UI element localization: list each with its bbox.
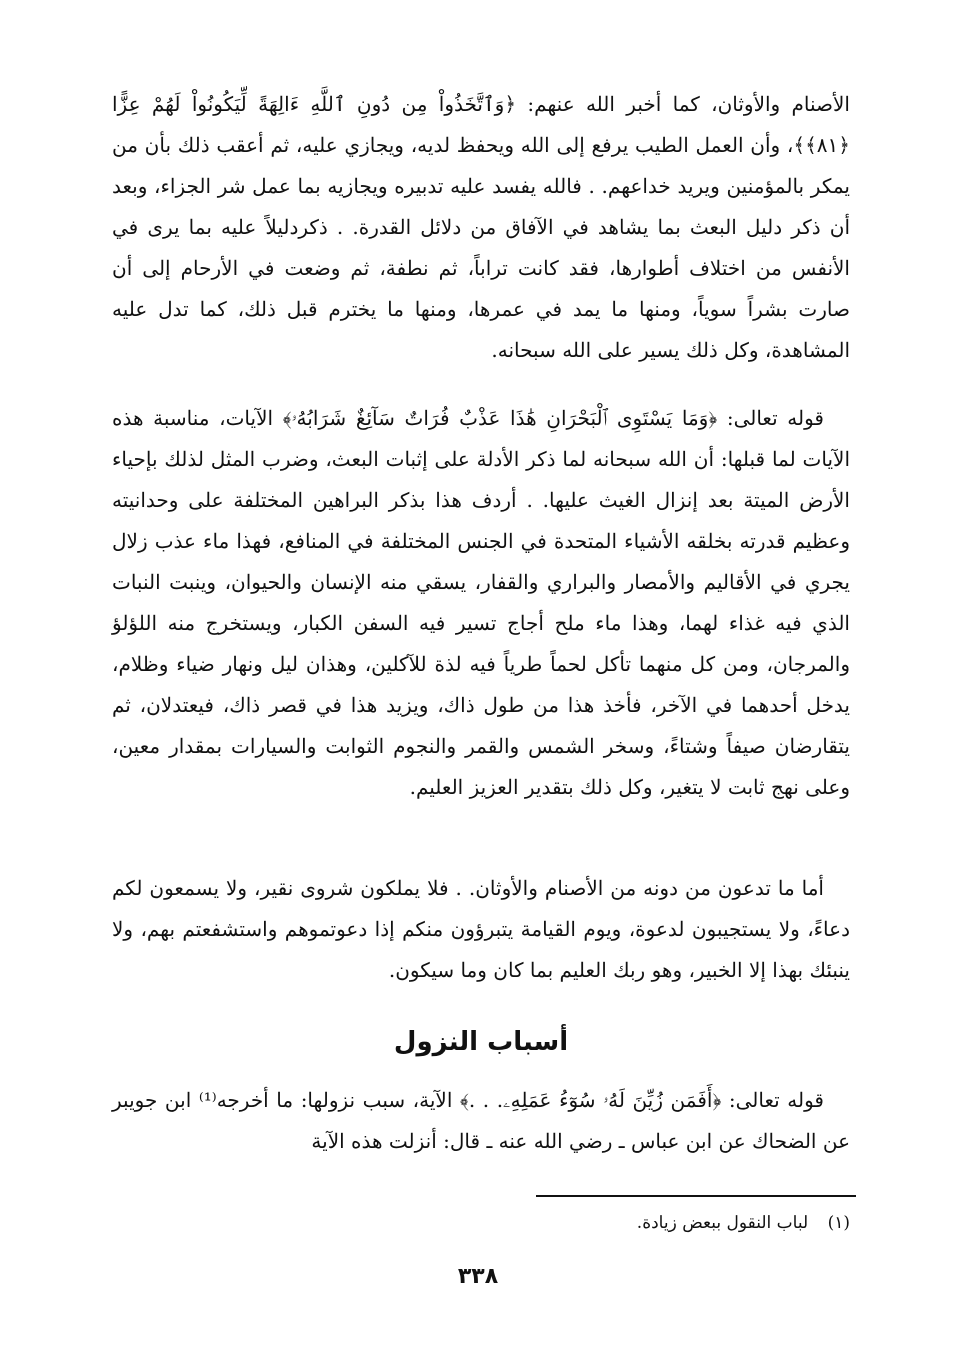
page-number: ٣٣٨ (457, 1264, 499, 1289)
paragraph-2: قوله تعالى: ﴿وَمَا يَسْتَوِى ٱلْبَحْرَانِ هَٰذَا عَذْبٌ فُرَاتٌ سَآئِغٌ شَرَابُهُۥ﴾ الآيات، مناسبة هذه الآيات لما قبلها: أن الله سبحانه لما ذكر الأدلة على إثبات البعث، وضرب المثل لذلك بإحياء الأرض الميتة بعد إنزال الغيث عليها. . أردف هذا بذكر البراهين المختلفة على وحدانيته وعظيم قدرته بخلقه الأشياء المتحدة في الجنس المختلفة في المنافع، فهذا ماء عذب زلال يجري في الأقاليم والأمصار والبراري والقفار، يسقي منه الإنسان والحيوان، وينبت النبات الذي فيه غذاء لهما، وهذا ماء ملح أجاج تسير فيه السفن الكبار، ويستخرج منه اللؤلؤ والمرجان، ومن كل منهما تأكل لحماً طرياً فيه لذة للآكلين، وهذان ليل ونهار ضياء وظلام، يدخل أحدهما في الآخر، فأخذ هذا من طول ذاك، ويزيد هذا في قصر ذاك، فيعتدلان، ثم يتقارضان صيفاً وشتاءً، وسخر الشمس والقمر والنجوم الثوابت والسيارات بمقدار معين، وعلى نهج ثابت لا يتغير، وكل ذلك بتقدير العزيز العليم. (112, 406, 851, 799)
section-paragraph: قوله تعالى: ﴿أَفَمَن زُيِّنَ لَهُۥ سُوٓءُ عَمَلِهِۦ. . .﴾ الآية، سبب نزولها: ما أخرجه⁽¹⁾ ابن جويبر عن الضحاك عن ابن عباس ـ رضي الله عنه ـ قال: أنزلت هذه الآية (112, 1088, 850, 1153)
footnote-divider (536, 1195, 856, 1197)
footnote (500, 1208, 850, 1238)
footnote-number: (١) (827, 1213, 850, 1233)
section-heading: أسباب النزول (393, 1027, 569, 1057)
paragraph-3: أما ما تدعون من دونه من الأصنام والأوثان. . فلا يملكون شروى نقير، ولا يسمعون لكم دعاءً، ولا يستجيبون لدعوة، ويوم القيامة يتبرؤون منكم إذا دعوتموهم واستشفعتم بهم، ولا ينبئك بهذا إلا الخبير، وهو ربك العليم بما كان وما سيكون. (112, 876, 850, 982)
paragraph-1: الأصنام والأوثان، كما أخبر الله عنهم: ﴿وَٱتَّخَذُواْ مِن دُونِ ٱللَّهِ ءَالِهَةً لِّيَكُونُواْ لَهُمْ عِزًّا ﴿٨١﴾﴾، وأن العمل الطيب يرفع إلى الله ويحفظ لديه، ويجازي عليه، ثم أعقب ذلك بأن من يمكر بالمؤمنين ويريد خداعهم. . فالله يفسد عليه تدبيره ويجازيه بما عمل شر الجزاء، وبعد أن ذكر دليل البعث بما يشاهد في الآفاق من دلائل القدرة. . ذكردليلاً عليه بما يرى في الأنفس من اختلاف أطوارها، فقد كانت تراباً، ثم نطفة، ثم وضعت في الأرحام إلى أن صارت بشراً سوياً، ومنها ما يمد في عمرها، ومنها ما يخترم قبل ذلك، كما تدل عليه المشاهدة، وكل ذلك يسير على الله سبحانه. (112, 92, 850, 362)
footnote-text: لباب النقول ببعض زيادة. (636, 1213, 809, 1233)
